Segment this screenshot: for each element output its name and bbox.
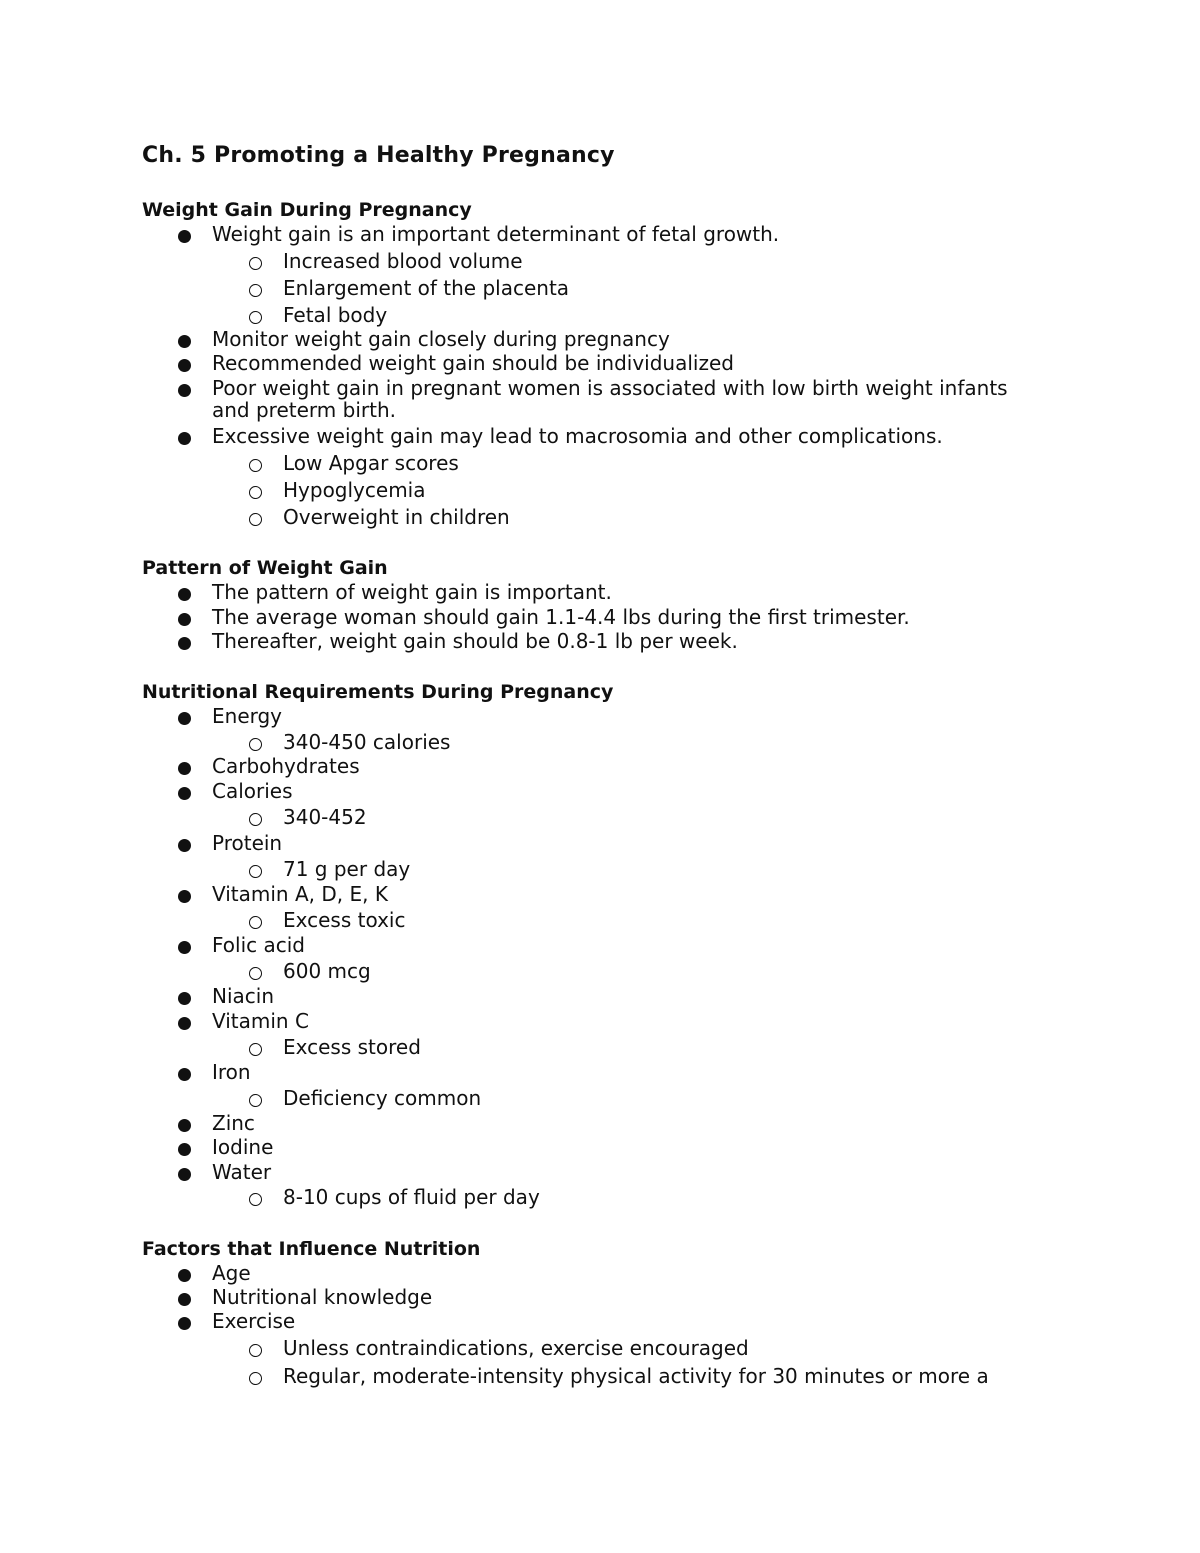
list-item: Niacin: [212, 984, 275, 1008]
bullet-filled-icon: [178, 787, 191, 800]
bullet-filled-icon: [178, 432, 191, 445]
list-subitem: Unless contraindications, exercise encouraged: [283, 1336, 749, 1360]
list-subitem: Fetal body: [283, 303, 388, 327]
list-subitem: Hypoglycemia: [283, 478, 426, 502]
list-subitem: Overweight in children: [283, 505, 510, 529]
section-heading: Weight Gain During Pregnancy: [142, 199, 472, 221]
list-subitem: 71 g per day: [283, 857, 411, 881]
bullet-hollow-icon: [249, 967, 262, 980]
section-heading: Factors that Influence Nutrition: [142, 1238, 481, 1260]
bullet-filled-icon: [178, 1119, 191, 1132]
bullet-hollow-icon: [249, 257, 262, 270]
bullet-filled-icon: [178, 890, 191, 903]
list-item: Monitor weight gain closely during pregnancy: [212, 327, 670, 351]
bullet-hollow-icon: [249, 284, 262, 297]
list-subitem: Excess toxic: [283, 908, 406, 932]
bullet-filled-icon: [178, 941, 191, 954]
list-item: Weight gain is an important determinant of fetal growth.: [212, 222, 780, 246]
bullet-hollow-icon: [249, 813, 262, 826]
list-item: Age: [212, 1261, 251, 1285]
list-item: Zinc: [212, 1111, 255, 1135]
bullet-hollow-icon: [249, 916, 262, 929]
list-item: The average woman should gain 1.1-4.4 lbs during the first trimester.: [212, 605, 910, 629]
list-item: Vitamin C: [212, 1009, 309, 1033]
bullet-filled-icon: [178, 1143, 191, 1156]
bullet-filled-icon: [178, 1293, 191, 1306]
list-item: Protein: [212, 831, 283, 855]
bullet-hollow-icon: [249, 1094, 262, 1107]
bullet-filled-icon: [178, 230, 191, 243]
list-item: Folic acid: [212, 933, 305, 957]
bullet-filled-icon: [178, 335, 191, 348]
bullet-filled-icon: [178, 1017, 191, 1030]
page-title: Ch. 5 Promoting a Healthy Pregnancy: [142, 143, 615, 168]
bullet-filled-icon: [178, 1068, 191, 1081]
list-item: Thereafter, weight gain should be 0.8-1 lb per week.: [212, 629, 738, 653]
bullet-filled-icon: [178, 359, 191, 372]
list-item: Energy: [212, 704, 283, 728]
bullet-filled-icon: [178, 1269, 191, 1282]
bullet-hollow-icon: [249, 1372, 262, 1385]
bullet-hollow-icon: [249, 1043, 262, 1056]
bullet-filled-icon: [178, 1168, 191, 1181]
bullet-filled-icon: [178, 992, 191, 1005]
bullet-hollow-icon: [249, 1344, 262, 1357]
list-item: Nutritional knowledge: [212, 1285, 433, 1309]
section-heading: Pattern of Weight Gain: [142, 557, 388, 579]
bullet-filled-icon: [178, 712, 191, 725]
bullet-hollow-icon: [249, 738, 262, 751]
list-subitem: Increased blood volume: [283, 249, 523, 273]
list-item: Recommended weight gain should be individualized: [212, 351, 734, 375]
list-item: Water: [212, 1160, 272, 1184]
bullet-filled-icon: [178, 839, 191, 852]
list-item: Calories: [212, 779, 293, 803]
list-subitem: 340-452: [283, 805, 367, 829]
list-subitem: Enlargement of the placenta: [283, 276, 570, 300]
list-subitem: 600 mcg: [283, 959, 371, 983]
bullet-filled-icon: [178, 637, 191, 650]
bullet-hollow-icon: [249, 486, 262, 499]
bullet-filled-icon: [178, 588, 191, 601]
list-subitem: 340-450 calories: [283, 730, 451, 754]
list-item: Vitamin A, D, E, K: [212, 882, 388, 906]
list-subitem: Excess stored: [283, 1035, 421, 1059]
bullet-filled-icon: [178, 762, 191, 775]
bullet-hollow-icon: [249, 513, 262, 526]
list-item: Exercise: [212, 1309, 296, 1333]
list-subitem: Low Apgar scores: [283, 451, 459, 475]
bullet-filled-icon: [178, 1317, 191, 1330]
bullet-filled-icon: [178, 384, 191, 397]
list-item-continuation: and preterm birth.: [212, 398, 396, 422]
bullet-hollow-icon: [249, 865, 262, 878]
bullet-filled-icon: [178, 613, 191, 626]
bullet-hollow-icon: [249, 459, 262, 472]
list-item: Carbohydrates: [212, 754, 360, 778]
list-item: The pattern of weight gain is important.: [212, 580, 612, 604]
list-item: Iron: [212, 1060, 251, 1084]
list-subitem: Regular, moderate-intensity physical activity for 30 minutes or more a: [283, 1364, 989, 1388]
bullet-hollow-icon: [249, 1193, 262, 1206]
section-heading: Nutritional Requirements During Pregnancy: [142, 681, 614, 703]
bullet-hollow-icon: [249, 311, 262, 324]
list-subitem: 8-10 cups of fluid per day: [283, 1185, 540, 1209]
list-item: Excessive weight gain may lead to macrosomia and other complications.: [212, 424, 943, 448]
list-subitem: Deficiency common: [283, 1086, 482, 1110]
list-item: Poor weight gain in pregnant women is associated with low birth weight infants: [212, 376, 1008, 400]
list-item: Iodine: [212, 1135, 274, 1159]
